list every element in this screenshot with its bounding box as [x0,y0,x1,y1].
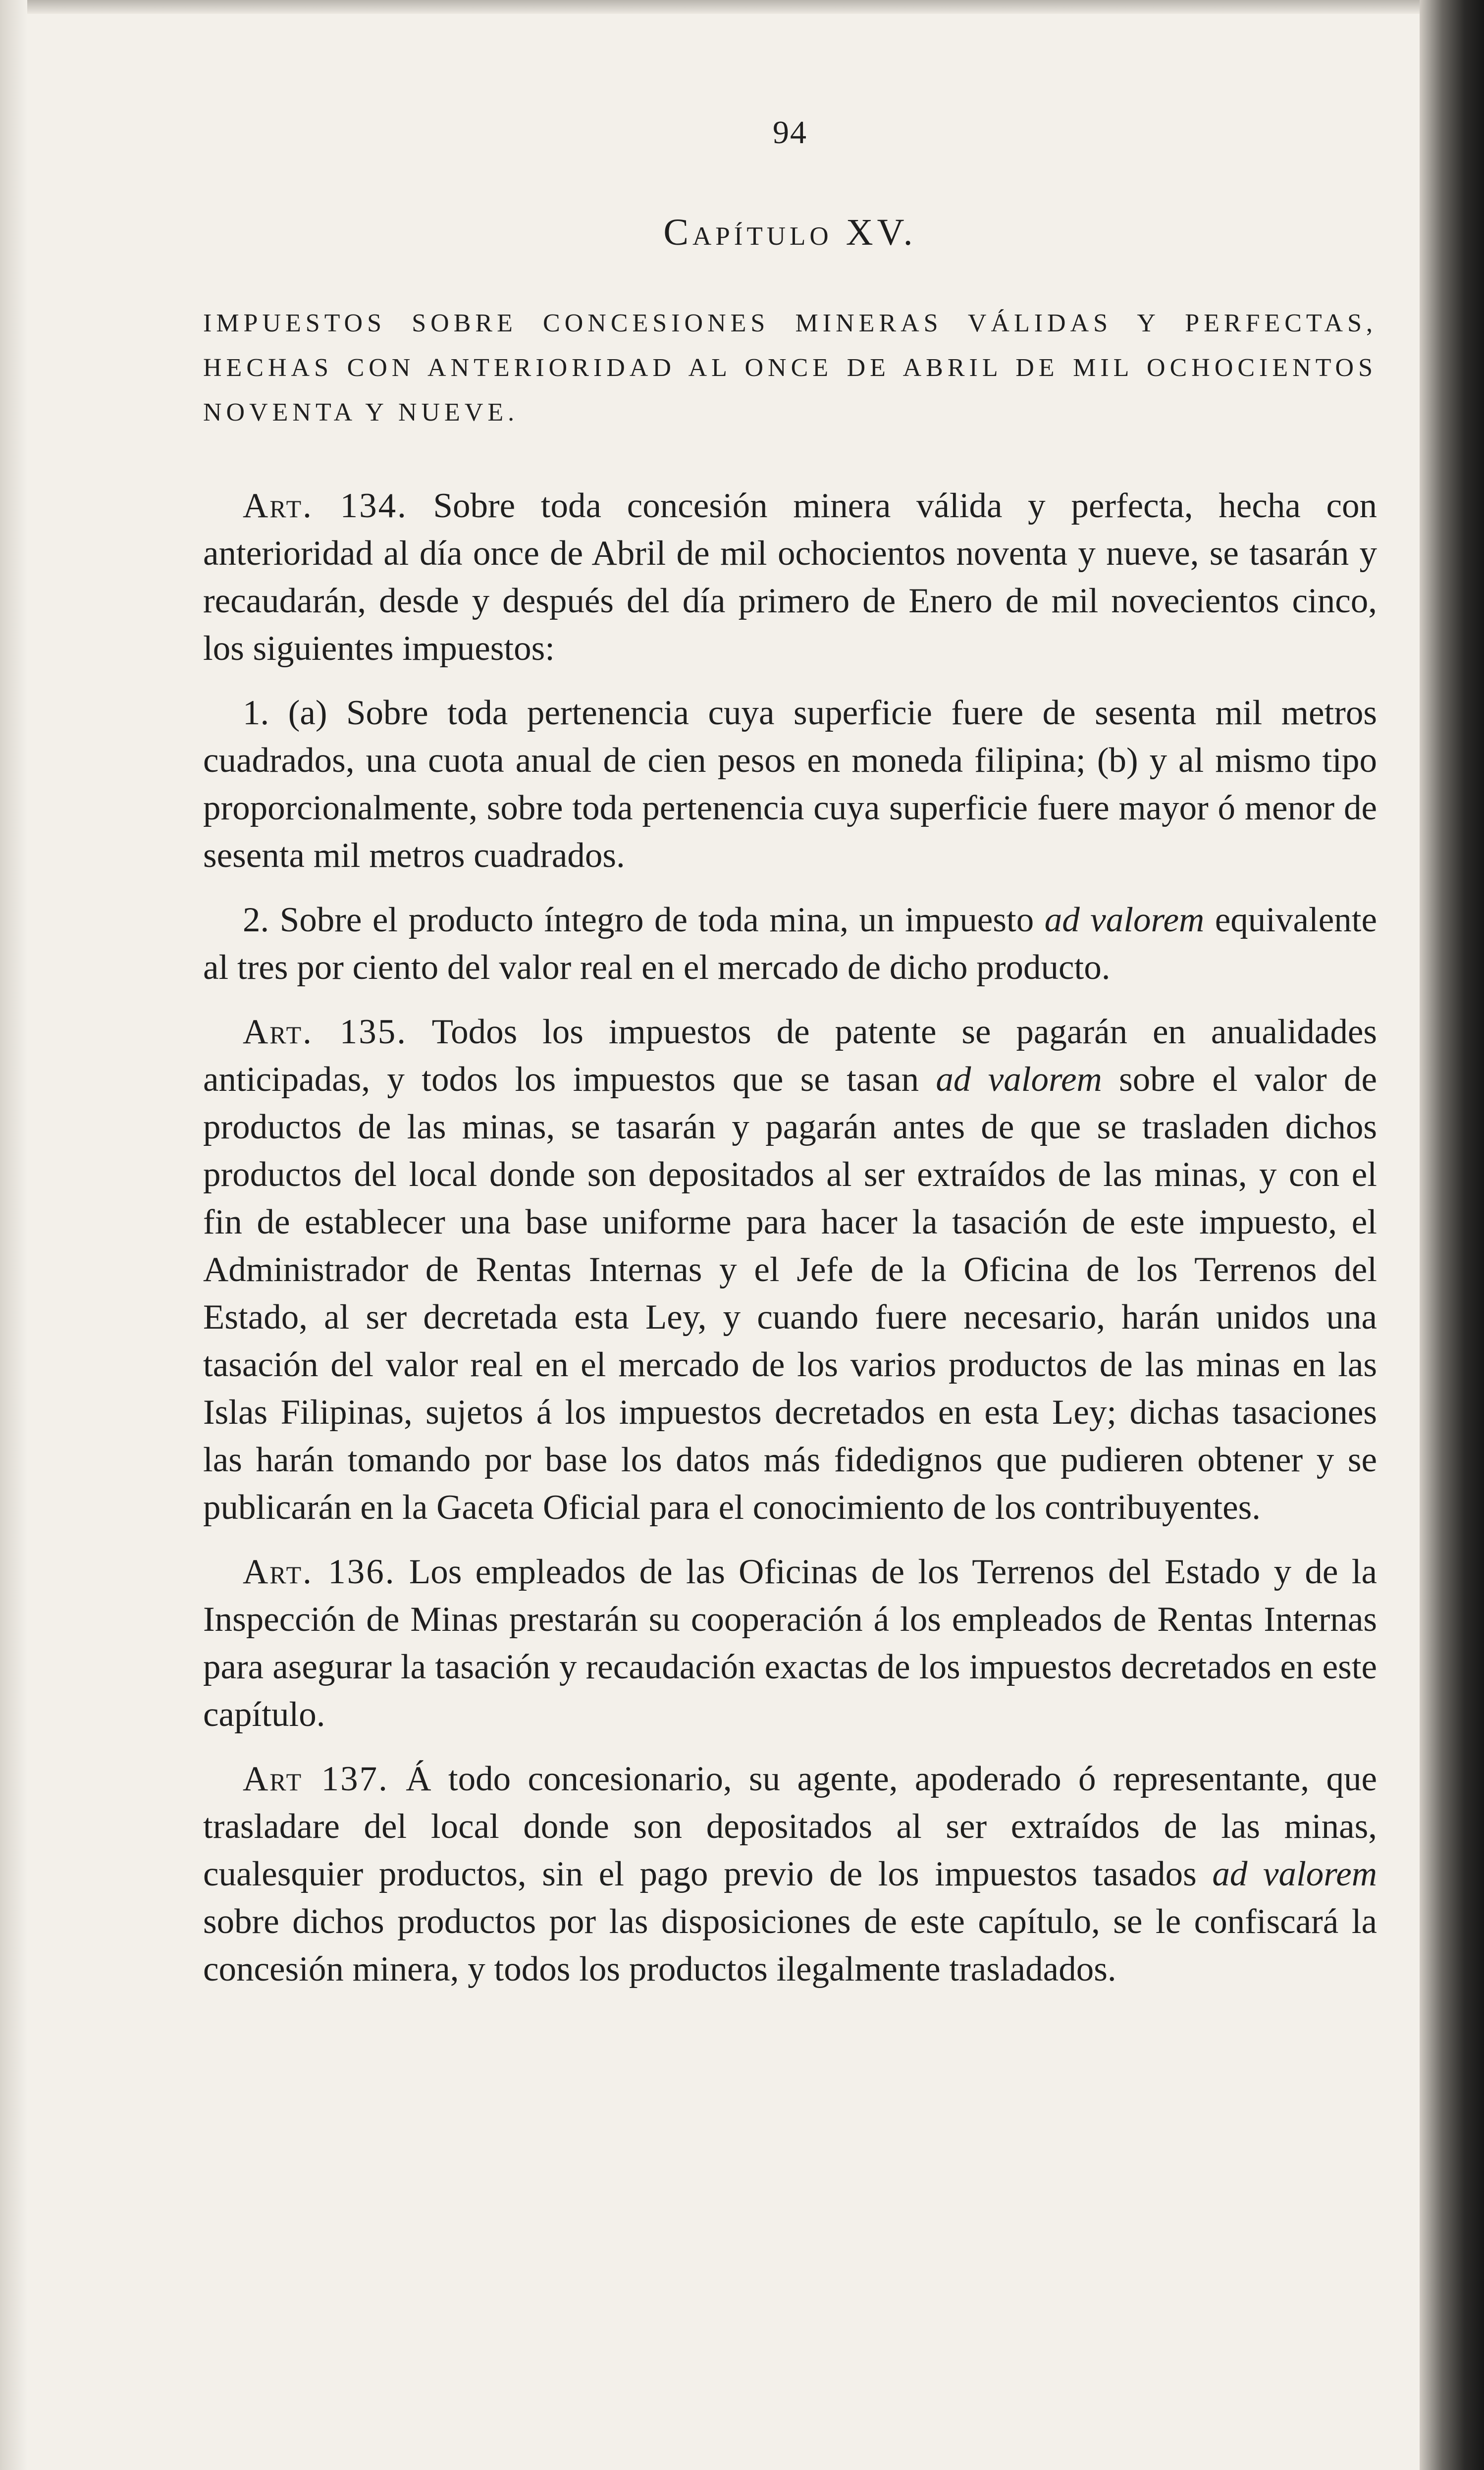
article-text: Á todo concesionario, su agente, apoderado ó representante, que trasladare del local donde son depositados al ser extraídos de las minas, cualesquier productos, sin el pago previo de los impuestos tasados [203,1760,1377,1893]
scan-edge-left [0,0,27,2470]
article-text: sobre dichos productos por las disposiciones de este capítulo, se le confiscará la concesión minera, y todos los productos ilegalmente trasladados. [203,1902,1377,1988]
article-label: Art. 135. [243,1013,408,1051]
article-text: Los empleados de las Oficinas de los Terrenos del Estado y de la Inspección de Minas prestarán su cooperación á los empleados de Rentas Internas para asegurar la tasación y recaudación exactas de los impuestos decretados en este capítulo. [203,1553,1377,1734]
article-134-item-2 [203,896,1377,991]
item-text: equivalente al tres por ciento del valor real en el mercado de dicho producto. [203,901,1377,987]
text-block [203,114,1377,2343]
article-text: sobre el valor de productos de las minas, se tasarán y pagarán antes de que se trasladen dichos productos del local donde son depositados al ser extraídos de las minas, y con el fin de establecer una base uniforme para hacer la tasación de este impuesto, el Administrador de Rentas Internas y el Jefe de la Oficina de los Terrenos del Estado, al ser decretada esta Ley, y cuando fuere necesario, harán unidos una tasación del valor real en el mercado de los varios productos de las minas en las Islas Filipinas, sujetos á los impuestos decretados en esta Ley; dichas tasaciones las harán tomando por base los datos más fidedignos que pudieren obtener y se publicarán en la Gaceta Oficial para el conocimiento de los contribuyentes. [203,1060,1377,1527]
article-text: Sobre toda concesión minera válida y perfecta, hecha con anterioridad al día once de Abril de mil ochocientos noventa y nueve, se tasarán y recaudarán, desde y después del día primero de Enero de mil novecientos cinco, los siguientes impuestos: [203,486,1377,668]
item-text: 2. Sobre el producto íntegro de toda mina, un impuesto [243,901,1034,939]
scan-edge-top [0,0,1484,14]
section-heading: IMPUESTOS SOBRE CONCESIONES MINERAS VÁLIDAS Y PERFECTAS, HECHAS CON ANTERIORIDAD AL ONCE DE ABRIL DE MIL OCHOCIENTOS NOVENTA Y NUEVE. [203,309,1377,427]
latin-term: ad valorem [936,1060,1102,1099]
article-134 [203,482,1377,672]
article-136 [203,1548,1377,1738]
article-label: Art 137. [243,1760,389,1798]
scan-edge-right [1420,0,1484,2470]
article-135 [203,1008,1377,1531]
latin-term: ad valorem [1044,901,1205,939]
page-number: 94 [773,114,807,151]
article-label: Art. 134. [243,486,408,525]
latin-term: ad valorem [1212,1855,1377,1893]
chapter-title: Capítulo XV. [663,212,917,253]
article-137 [203,1755,1377,1993]
article-label: Art. 136. [243,1553,396,1591]
article-134-item-1: 1. (a) Sobre toda pertenencia cuya superficie fuere de sesenta mil metros cuadrados, una cuota anual de cien pesos en moneda filipina; (b) y al mismo tipo proporcionalmente, sobre toda pertenencia cuya superficie fuere mayor ó menor de sesenta mil metros cuadrados. [203,694,1377,875]
article-text: Todos los impuestos de patente se pagarán en anualidades anticipadas, y todos los impuestos que se tasan [203,1013,1377,1099]
